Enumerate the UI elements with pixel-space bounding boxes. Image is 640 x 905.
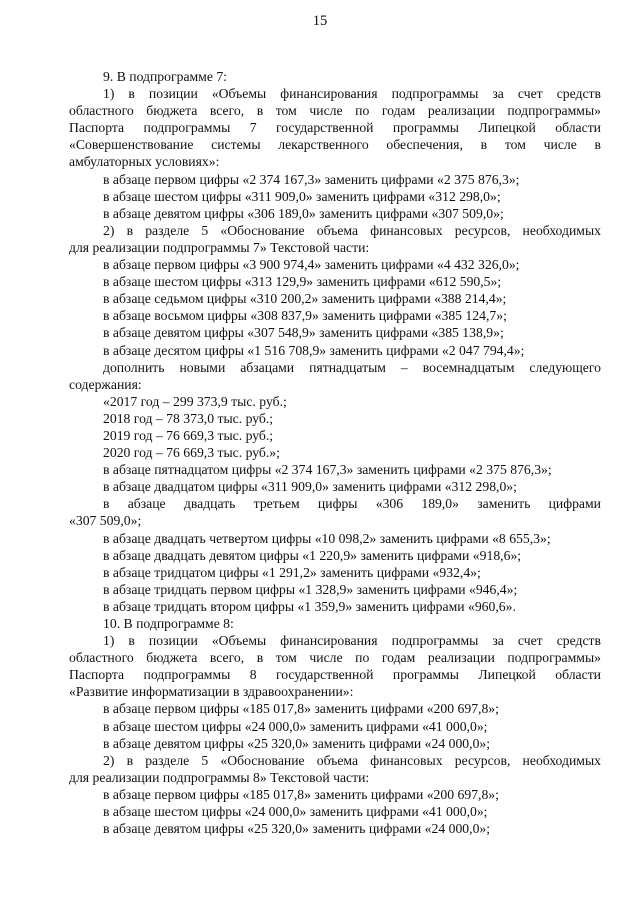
text-line: 2018 год – 78 373,0 тыс. руб.; xyxy=(103,410,274,426)
text-line: областного бюджета всего, в том числе по годам реализации подпрограммы» xyxy=(69,103,601,119)
text-line: в абзаце первом цифры «185 017,8» заменить цифрами «200 697,8»; xyxy=(103,701,499,717)
text-line: для реализации подпрограммы 8» Текстовой части: xyxy=(69,769,370,785)
text-line: «Развитие информатизации в здравоохранении»: xyxy=(69,684,354,700)
text-line: областного бюджета всего, в том числе по годам реализации подпрограммы» xyxy=(69,650,601,666)
text-line: в абзаце двадцать девятом цифры «1 220,9» заменить цифрами «918,6»; xyxy=(103,547,522,563)
text-line: в абзаце шестом цифры «24 000,0» заменить цифрами «41 000,0»; xyxy=(103,804,488,820)
text-line: 1) в позиции «Объемы финансирования подпрограммы за счет средств xyxy=(103,633,601,649)
document-body xyxy=(69,68,601,837)
text-line: «307 509,0»; xyxy=(69,513,142,529)
text-line: в абзаце пятнадцатом цифры «2 374 167,3» заменить цифрами «2 375 876,3»; xyxy=(103,462,552,478)
text-line: в абзаце девятом цифры «25 320,0» заменить цифрами «24 000,0»; xyxy=(103,735,491,751)
text-line: в абзаце шестом цифры «313 129,9» заменить цифрами «612 590,5»; xyxy=(103,274,502,290)
text-line: в абзаце первом цифры «3 900 974,4» заменить цифрами «4 432 326,0»; xyxy=(103,257,520,273)
text-line: 2) в разделе 5 «Обоснование объема финансовых ресурсов, необходимых xyxy=(103,222,601,238)
text-line: в абзаце двадцатом цифры «311 909,0» заменить цифрами «312 298,0»; xyxy=(103,479,517,495)
text-line: 2019 год – 76 669,3 тыс. руб.; xyxy=(103,427,274,443)
text-line: в абзаце девятом цифры «306 189,0» заменить цифрами «307 509,0»; xyxy=(103,205,504,221)
text-line: в абзаце десятом цифры «1 516 708,9» заменить цифрами «2 047 794,4»; xyxy=(103,342,525,358)
text-line: в абзаце двадцать третьем цифры «306 189,0» заменить цифрами xyxy=(103,496,601,512)
text-line: «2017 год – 299 373,9 тыс. руб.; xyxy=(103,393,287,409)
text-line: в абзаце тридцатом цифры «1 291,2» заменить цифрами «932,4»; xyxy=(103,564,481,580)
text-line: содержания: xyxy=(69,376,142,392)
text-line: 2020 год – 76 669,3 тыс. руб.»; xyxy=(103,445,280,461)
text-line: Паспорта подпрограммы 8 государственной программы Липецкой области xyxy=(69,667,601,683)
text-line: 2) в разделе 5 «Обоснование объема финансовых ресурсов, необходимых xyxy=(103,752,601,768)
text-line: в абзаце девятом цифры «25 320,0» заменить цифрами «24 000,0»; xyxy=(103,821,491,837)
text-line: 10. В подпрограмме 8: xyxy=(103,616,234,631)
text-line: Паспорта подпрограммы 7 государственной программы Липецкой области xyxy=(69,120,601,136)
text-line: в абзаце тридцать первом цифры «1 328,9» заменить цифрами «946,4»; xyxy=(103,581,518,597)
text-line: в абзаце шестом цифры «311 909,0» заменить цифрами «312 298,0»; xyxy=(103,188,501,204)
text-line: в абзаце первом цифры «185 017,8» заменить цифрами «200 697,8»; xyxy=(103,786,499,802)
text-line: 9. В подпрограмме 7: xyxy=(103,69,227,84)
text-line: дополнить новыми абзацами пятнадцатым – восемнадцатым следующего xyxy=(103,359,601,375)
text-line: в абзаце первом цифры «2 374 167,3» заменить цифрами «2 375 876,3»; xyxy=(103,171,520,187)
text-line: «Совершенствование системы лекарственного обеспечения, в том числе в xyxy=(69,137,601,153)
text-line: в абзаце девятом цифры «307 548,9» заменить цифрами «385 138,9»; xyxy=(103,325,504,341)
text-line: в абзаце восьмом цифры «308 837,9» заменить цифрами «385 124,7»; xyxy=(103,308,507,324)
text-line: в абзаце тридцать втором цифры «1 359,9» заменить цифрами «960,6». xyxy=(103,598,516,614)
text-line: для реализации подпрограммы 7» Текстовой части: xyxy=(69,239,370,255)
text-line: в абзаце седьмом цифры «310 200,2» заменить цифрами «388 214,4»; xyxy=(103,291,507,307)
text-line: в абзаце двадцать четвертом цифры «10 098,2» заменить цифрами «8 655,3»; xyxy=(103,530,551,546)
text-line: 1) в позиции «Объемы финансирования подпрограммы за счет средств xyxy=(103,86,601,102)
page-number: 15 xyxy=(312,13,328,29)
text-line: амбулаторных условиях»: xyxy=(69,154,220,170)
text-line: в абзаце шестом цифры «24 000,0» заменить цифрами «41 000,0»; xyxy=(103,718,488,734)
